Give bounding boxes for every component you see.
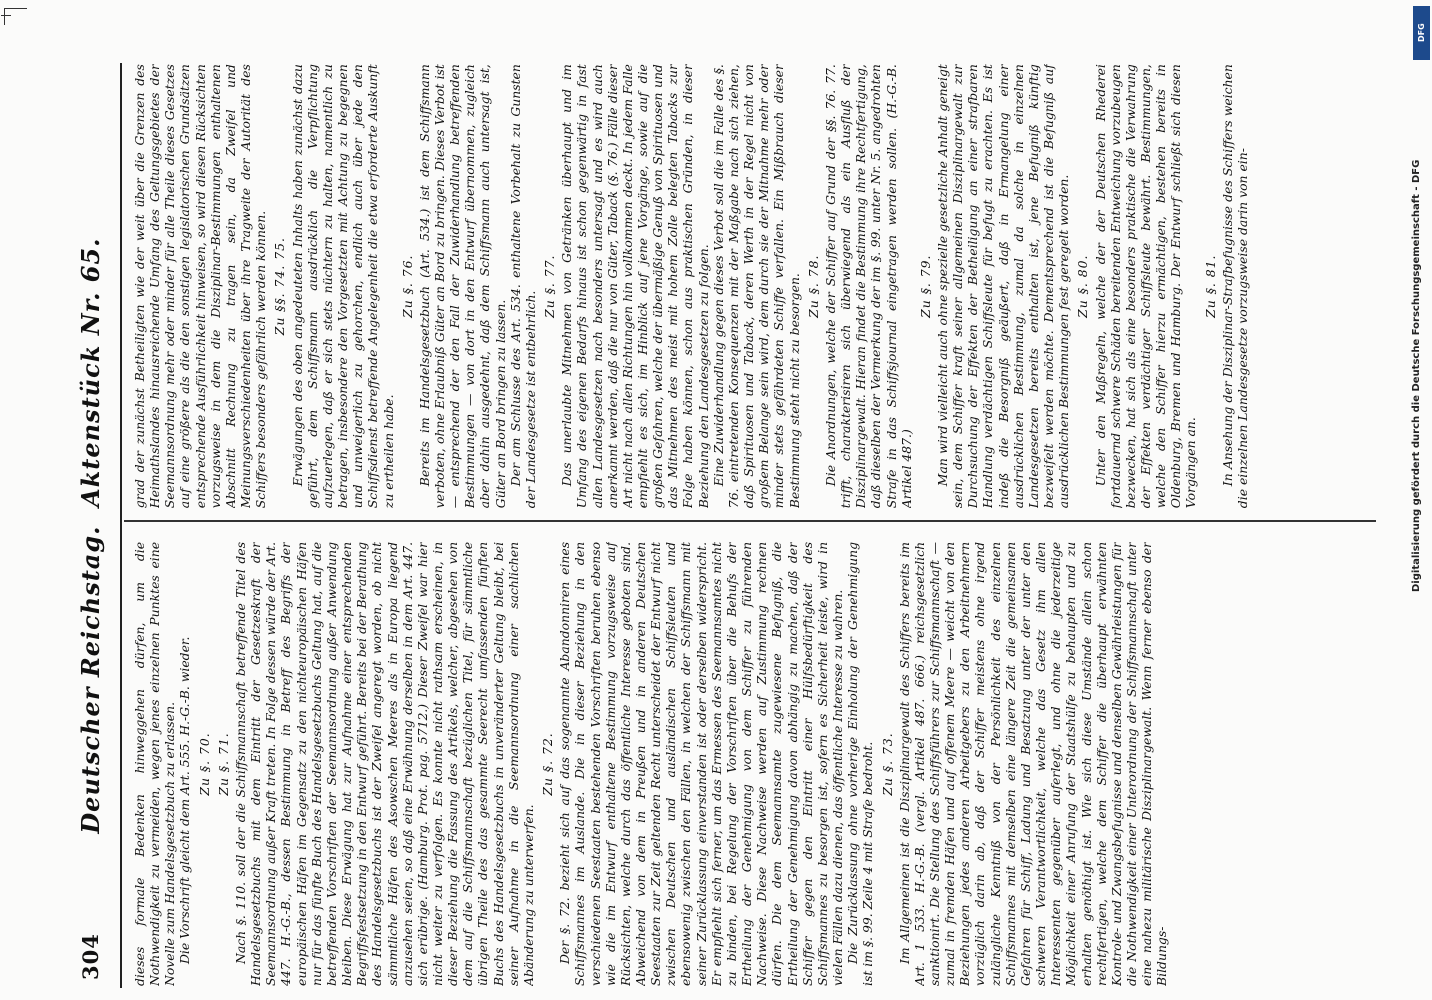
paragraph: Die Vorschrift gleicht dem Art. 555. H.-G.-B. wieder. bbox=[177, 636, 193, 964]
paragraph: Erwägungen des oben angedeuteten Inhalts haben zunächst dazu geführt, dem Schiffsmann ausdrücklich die Verpflichtung aufzuerlegen, daß er sich stets nüchtern zu halten, namentlich zu betragen, insbesondere den Vorgesetzten mit Achtung zu begegnen und unweigerlich zu gehorchen, endlich auch über jede den Schiffsdienst betreffende Angelegenheit die etwa erforderte Auskunft zu ertheilen habe. bbox=[289, 64, 396, 509]
paragraph: dieses formale Bedenken hinweggehen dürfen, um die Nothwendigkeit zu vermeiden, wegen jenes einzelnen Punktes eine Novelle zum Handelsgesetzbuch zu erlassen. bbox=[132, 541, 178, 986]
paragraph: Man wird vielleicht auch ohne spezielle gesetzliche Anhalt geneigt sein, dem Schiffer kraft seiner allgemeinen Disziplinargewalt zur Durchsuchung der Effekten der Betheiligung an einer strafbaren Handlung verdächtigen Schiffsleute für befugt zu erachten. Es ist indeß die Besorgniß geäußert, daß in Ermangelung einer ausdrücklichen Bestimmung, zumal da solche in einzelnen Landesgesetzen bereits enthalten ist, jene Befugniß künftig bezweifelt werden möchte. Dementsprechend ist die Befugniß auf ausdrücklichen Bestimmungen fest geregelt worden. bbox=[934, 64, 1072, 509]
document-reference: Aktenstück Nr. 65. bbox=[76, 237, 105, 507]
right-column bbox=[132, 64, 1374, 508]
section-heading: Zu §. 71. bbox=[215, 732, 231, 796]
section-heading: Zu §. 72. bbox=[540, 732, 556, 796]
paragraph: grad der zunächst Betheiligten wie der weit über die Grenzen des Heimathslandes hinausreichende Umfang des Geltungsgebietes der Seemannsordnung mehr oder minder für alle Theile dieses Gesetzes auf eine größere als die den sonstigen legislatorischen Grundsätzen entsprechende Ausführlichkeit hinweisen, so wird diesen Rücksichten vorzugsweise in dem die Disziplinar-Bestimmungen enthaltenen Abschnitt Rechnung zu tragen sein, da Zweifel und Meinungsverschiedenheiten über ihre Tragweite der Autorität des Schiffers besonders gefährlich werden können. bbox=[132, 64, 269, 509]
page-number: 304 bbox=[78, 933, 103, 980]
paragraph: Unter den Maßregeln, welche der der Deutschen Rhederei fortdauernd schwere Schäden bereitenden Entweichung vorzubeugen bezwecken, hat sich als eine besonders praktische die Verwahrung der Effekten verdächtiger Schiffsleute bewährt. Bestimmungen, welche den Schiffer hierzu ermächtigen, bestehen bereits in Oldenburg, Bremen und Hamburg. Der Entwurf schließt sich diesen Vorgängen an. bbox=[1092, 64, 1199, 509]
section-heading: Zu §§. 74. 75. bbox=[272, 237, 288, 336]
page-title: Deutscher Reichstag. bbox=[76, 525, 105, 834]
rotated-document-page bbox=[64, 45, 1386, 1000]
paragraph: Die Zurücklassung ohne vorherige Einholung der Genehmigung ist im §. 99. Zeile 4 mit Strafe bedroht. bbox=[845, 541, 876, 986]
paragraph: Nach §. 110. soll der die Schiffsmannschaft betreffende Titel des Handelsgesetzbuchs mit dem Eintritt der Gesetzeskraft der Seemannsordnung außer Kraft treten. In Folge dessen würde der Art. 447. H.-G.-B., dessen Bestimmung in Betreff des Begriffs der europäischen Häfen im Gegensatz zu den nichteuropäischen Häfen nur für das fünfte Buch des Handelsgesetzbuchs Geltung hat, auf die betreffenden Vorschriften der Seemannsordnung außer Anwendung bleiben. Diese Erwägung hat zur Aufnahme einer entsprechenden Begriffsfestsetzung in den Entwurf geführt. Bereits bei der Berathung des Handelsgesetzbuchs ist der Zweifel angeregt worden, ob nicht sämmtliche Häfen des Asowschen Meeres als in Europa liegend anzusehen seien, so daß eine Erwähnung derselben in dem Art. 447. sich erübrige. (Hamburg. Prot. pag. 5712.) Dieser Zweifel war hier nicht weiter zu verfolgen. Es konnte nicht rathsam erscheinen, in dieser Beziehung die Fassung des Artikels, welcher, abgesehen von dem auf die Schiffsmannschaft bezüglichen Titel, für sämmtliche übrigen Theile des das gesammte Seerecht umfassenden fünften Buchs des Handelsgesetzbuchs in unveränderter Geltung bleibt, bei seiner Aufnahme in die Seemannsordnung einer sachlichen Abänderung zu unterwerfen. bbox=[232, 541, 536, 986]
column-divider bbox=[124, 521, 1376, 523]
page-header bbox=[64, 63, 122, 988]
paragraph: Das unerlaubte Mitnehmen von Getränken überhaupt und im Umfang des eigenen Bedarfs hinaus ist schon gegenwärtig in fast allen Landesgesetzen nach besonders untersagt und es wird auch anerkannt werden, daß die nur von Güter, Taback (§. 76.) Fälle dieser Art nicht nach allen Richtungen hin vollkommen deckt. In jedem Falle empfiehlt es sich, im Hinblick auf jene Vorgänge, sowie auf die großen Gefahren, welche der übermäßige Genuß von Spirituosen und das Mitnehmen des meist mit hohem Zolle belegten Tabacks zur Folge haben können, schon aus praktischen Gründen, in dieser Beziehung den Landesgesetzen zu folgen. bbox=[559, 64, 711, 509]
paragraph: Der §. 72. bezieht sich auf das sogenannte Abandonniren eines Schiffsmannes im Auslande. Die in dieser Beziehung in den verschiedenen Seestaaten bestehenden Vorschriften beruhen ebenso wie die im Entwurf enthaltene Bestimmung vorzugsweise auf Rücksichten, welche durch das öffentliche Interesse geboten sind. Abweichend von dem in Preußen und in anderen Deutschen Seestaaten zur Zeit geltenden Recht unterscheidet der Entwurf nicht zwischen Deutschen und ausländischen Schiffsleuten und ebensowenig zwischen den Fällen, in welchen der Schiffsmann mit seiner Zurücklassung einverstanden ist oder derselben widerspricht. Er empfiehlt sich ferner, um das Ermessen des Seemannsamtes nicht zu binden, bei Regelung der Vorschriften über die Behufs der Ertheilung der Genehmigung von dem Schiffer zu führenden Nachweise. Diese Nachweise werden auf Zustimmung rechnen dürfen. Die dem Seemannsamte zugewiesene Befugniß, die Ertheilung der Genehmigung davon abhängig zu machen, daß der Schiffer gegen den Eintritt einer Hülfsbedürftigkeit des Schiffsmannes zu besorgen ist, sofern es Sicherheit leiste, wird in vielen Fällen dazu dienen, das öffentliche Interesse zu wahren. bbox=[557, 541, 846, 986]
paragraph: Im Allgemeinen ist die Disziplinargewalt des Schiffers bereits im Art. 1 533. H.-G.-B. (vergl. Artikel 487. 666.) reichsgesetzlich sanktionirt. Die Stellung des Schiffsführers zur Schiffsmannschaft — zumal in fremden Häfen und auf offenem Meere — weicht von den Beziehungen jedes anderen Arbeitgebers zu den Arbeitnehmern vorzüglich darin ab, daß der Schiffer meistens ohne irgend zulängliche Kenntniß von der Persönlichkeit des einzelnen Schiffsmannes mit demselben eine längere Zeit die gemeinsamen Gefahren für Schiff, Ladung und Besatzung unter der unter den schweren Verantwortlichkeit, welche das Gesetz ihm allen Interessenten gegenüber auferlegt, und ohne die jederzeitige Möglichkeit einer Anrufung der Staatshülfe zu behaupten und zu erhalten genöthigt ist. Wie sich diese Umstände allein schon rechtfertigen, welche dem Schiffer die überhaupt erwähnten Kontrole- und Zwangsbefugnisse und denselben Gewährleistungen für die Nothwendigkeit einer Unterordnung der Schiffsmannschaft unter eine nahezu militärische Disziplinargewalt. Wenn ferner ebenso der Bildungs- bbox=[896, 541, 1170, 986]
section-heading: Zu §. 76. bbox=[399, 254, 415, 318]
section-heading: Zu §. 77. bbox=[542, 254, 558, 318]
paragraph: Eine Zuwiderhandlung gegen dieses Verbot soll die im Falle des §. 76. eintretenden Konsequenzen mit der Maßgabe nach sich ziehen, daß Spirituosen und Taback, deren Werth in der Regel nicht von großem Belange sein wird, dem durch sie der Mitnahme mehr oder minder stets gefährdeten Schiffe verfallen. Ein Mißbrauch dieser Bestimmung steht nicht zu besorgen. bbox=[710, 64, 802, 509]
crop-mark bbox=[4, 8, 27, 25]
section-heading: Zu §. 78. bbox=[805, 254, 821, 318]
section-heading: Zu §. 79. bbox=[917, 254, 933, 318]
paragraph: In Ansehung der Disziplinar-Strafbefugnisse des Schiffers weichen die einzelnen Landesgesetze vorzugsweise darin von ein- bbox=[1219, 64, 1250, 509]
dfg-logo: DFG bbox=[1413, 6, 1430, 60]
paragraph: Die Anordnungen, welche der Schiffer auf Grund der §§. 76. 77. trifft, charakterisiren sich überwiegend als ein Ausfluß der Disziplinargewalt. Hieran findet die Bestimmung ihre Rechtfertigung, daß dieselben der Vermerkung der im §. 99. unter Nr. 5. angedrohten Strafe in das Schiffsjournal eingetragen werden sollen. (H.-G.-B. Artikel 487.) bbox=[822, 64, 914, 509]
paragraph: Bereits im Handelsgesetzbuch (Art. 534.) ist dem Schiffsmann verboten, ohne Erlaubniß Güter an Bord zu bringen. Dieses Verbot ist — entsprechend der den Fall der Zuwiderhandlung betreffenden Bestimmungen — von dort in den Entwurf übernommen, zugleich aber dahin ausgedehnt, daß dem Schiffsmann auch untersagt ist, Güter an Bord bringen zu lassen. bbox=[416, 64, 508, 509]
section-heading: Zu §. 73. bbox=[879, 732, 895, 796]
section-heading: Zu §. 80. bbox=[1075, 254, 1091, 318]
dfg-notice: Digitalisierung gefördert durch die Deutsche Forschungsgemeinschaft - DFG bbox=[1411, 159, 1422, 592]
section-heading: Zu §. 81. bbox=[1202, 254, 1218, 318]
left-column bbox=[132, 542, 1374, 986]
section-heading: Zu §. 70. bbox=[196, 732, 212, 796]
paragraph: Der am Schlusse des Art. 534. enthaltene Vorbehalt zu Gunsten der Landesgesetze ist entbehrlich. bbox=[507, 64, 538, 509]
